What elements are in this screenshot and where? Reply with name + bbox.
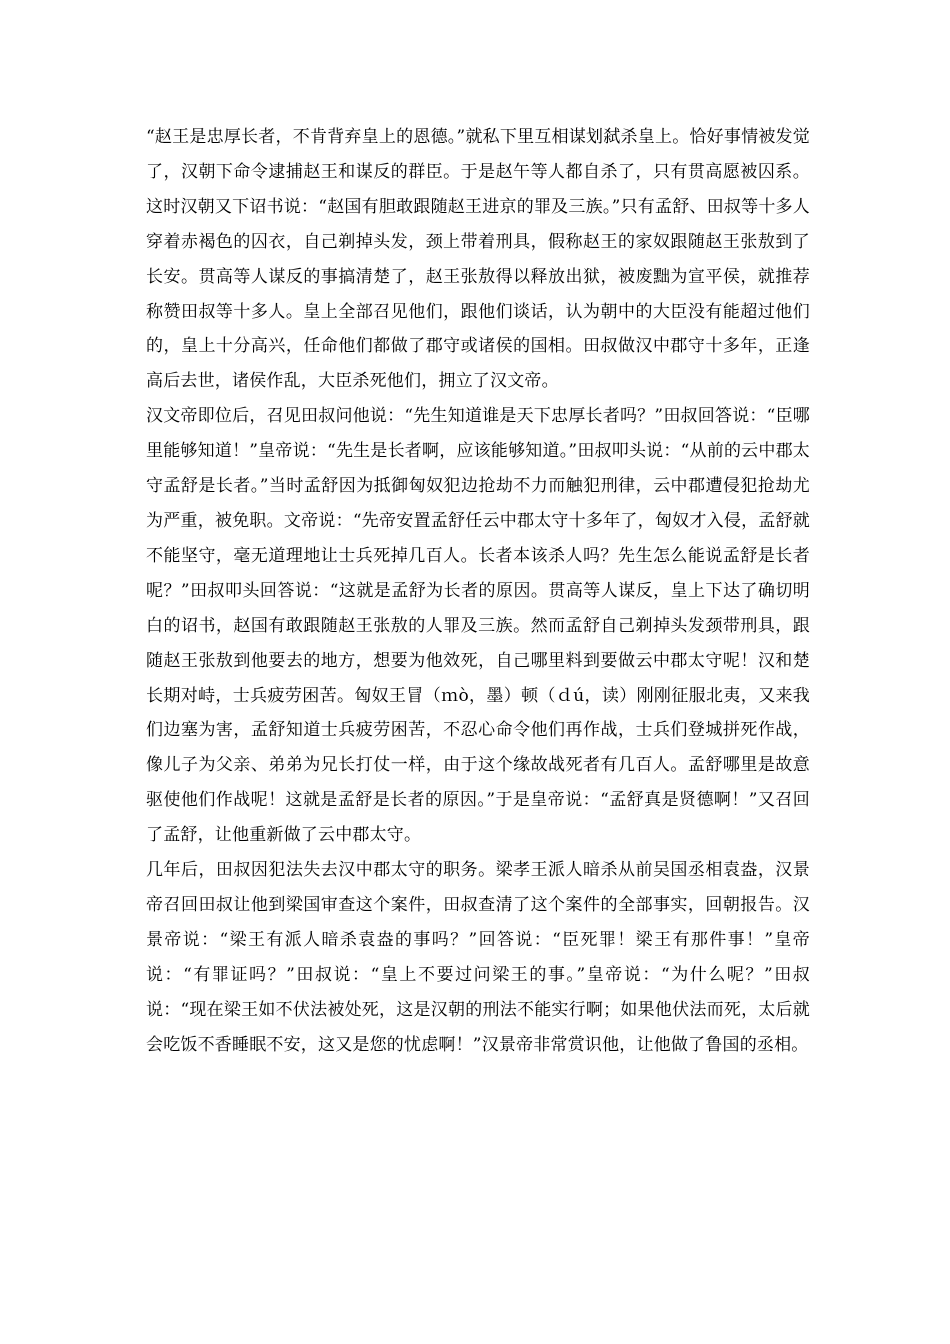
document-body: [146, 120, 810, 1062]
paragraph-2: 汉文帝即位后，召见田叔问他说：“先生知道谁是天下忠厚长者吗？”田叔回答说：“臣哪里能够知道！”皇帝说：“先生是长者啊，应该能够知道。”田叔叩头说：“从前的云中郡太守孟舒是长者。”当时孟舒因为抵御匈奴犯边抢劫不力而触犯刑律，云中郡遭侵犯抢劫尤为严重，被免职。文帝说：“先帝安置孟舒任云中郡太守十多年了，匈奴才入侵，孟舒就不能坚守，毫无道理地让士兵死掉几百人。长者本该杀人吗？先生怎么能说孟舒是长者呢？”田叔叩头回答说：“这就是孟舒为长者的原因。贯高等人谋反，皇上下达了确切明白的诏书，赵国有敢跟随赵王张敖的人罪及三族。然而孟舒自己剃掉头发颈带刑具，跟随赵王张敖到他要去的地方，想要为他效死，自己哪里料到要做云中郡太守呢！汉和楚长期对峙，士兵疲劳困苦。匈奴王冒（ｍò，墨）顿（ｄú，读）刚刚征服北夷，又来我们边塞为害，孟舒知道士兵疲劳困苦，不忍心命令他们再作战，士兵们登城拼死作战，像儿子为父亲、弟弟为兄长打仗一样，由于这个缘故战死者有几百人。孟舒哪里是故意驱使他们作战呢！这就是孟舒是长者的原因。”于是皇帝说：“孟舒真是贤德啊！”又召回了孟舒，让他重新做了云中郡太守。: [146, 406, 810, 846]
paragraph-1: “赵王是忠厚长者，不肯背弃皇上的恩德。”就私下里互相谋划弑杀皇上。恰好事情被发觉了，汉朝下命令逮捕赵王和谋反的群臣。于是赵午等人都自杀了，只有贯高愿被囚系。这时汉朝又下诏书说：“赵国有胆敢跟随赵王进京的罪及三族。”只有孟舒、田叔等十多人穿着赤褐色的囚衣，自己剃掉头发，颈上带着刑具，假称赵王的家奴跟随赵王张敖到了长安。贯高等人谋反的事搞清楚了，赵王张敖得以释放出狱，被废黜为宣平侯，就推荐称赞田叔等十多人。皇上全部召见他们，跟他们谈话，认为朝中的大臣没有能超过他们的，皇上十分高兴，任命他们都做了郡守或诸侯的国相。田叔做汉中郡守十多年，正逢高后去世，诸侯作乱，大臣杀死他们，拥立了汉文帝。: [146, 127, 810, 392]
paragraph-3: 几年后，田叔因犯法失去汉中郡太守的职务。梁孝王派人暗杀从前吴国丞相袁盎，汉景帝召回田叔让他到梁国审查这个案件，田叔查清了这个案件的全部事实，回朝报告。汉景帝说：“梁王有派人暗杀袁盎的事吗？”回答说：“臣死罪！梁王有那件事！”皇帝说：“有罪证吗？”田叔说：“皇上不要过问梁王的事。”皇帝说：“为什么呢？”田叔说：“现在梁王如不伏法被处死，这是汉朝的刑法不能实行啊；如果他伏法而死，太后就会吃饭不香睡眠不安，这又是您的忧虑啊！”汉景帝非常赏识他，让他做了鲁国的丞相。: [146, 860, 810, 1055]
